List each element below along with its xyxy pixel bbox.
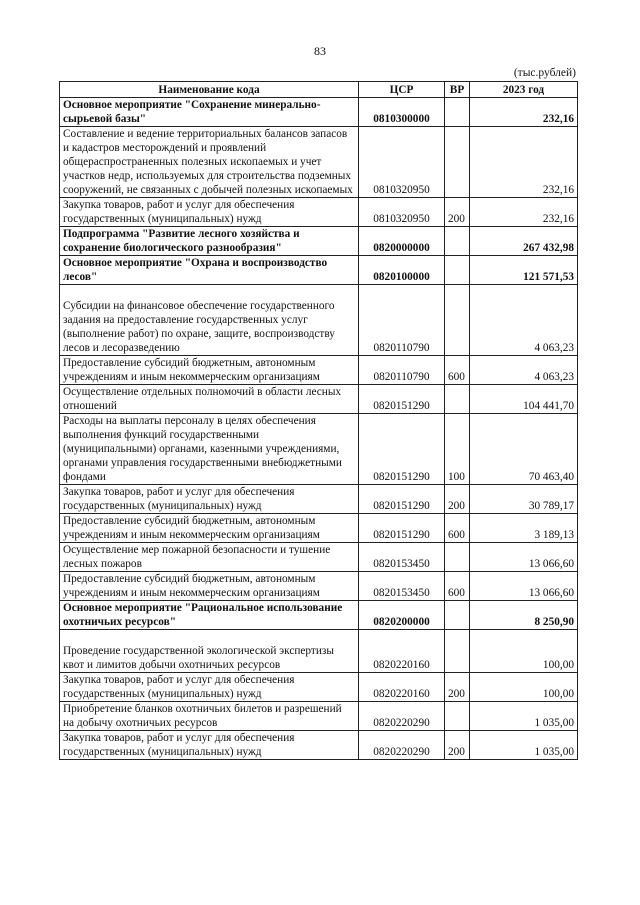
row-name-cell: Составление и ведение территориальных балансов запасов и кадастров месторождений и проявлений общераспространенных полезных ископаемых и учет участков недр, используемых для строительства подземных сооружений, не связанных с добычей полезных ископаемых (60, 127, 359, 198)
row-csr-cell: 0820151290 (359, 485, 445, 514)
row-sum-cell: 232,16 (470, 98, 578, 127)
row-csr-cell: 0820000000 (359, 227, 445, 256)
row-name-cell: Основное мероприятие "Охрана и воспроизводство лесов" (60, 256, 359, 285)
row-sum-cell: 8 250,90 (470, 601, 578, 630)
row-sum-cell: 100,00 (470, 630, 578, 673)
row-name-cell: Приобретение бланков охотничьих билетов и разрешений на добычу охотничьих ресурсов (60, 702, 359, 731)
row-csr-cell: 0820220290 (359, 702, 445, 731)
row-vr-cell: 200 (445, 673, 470, 702)
row-name-cell: Закупка товаров, работ и услуг для обеспечения государственных (муниципальных) нужд (60, 198, 359, 227)
row-sum-cell: 3 189,13 (470, 514, 578, 543)
table-row (60, 543, 578, 572)
header-csr: ЦСР (359, 82, 445, 98)
row-vr-cell: 100 (445, 414, 470, 485)
row-sum-cell: 70 463,40 (470, 414, 578, 485)
row-vr-cell (445, 98, 470, 127)
row-name-cell: Основное мероприятие "Рациональное использование охотничьих ресурсов" (60, 601, 359, 630)
row-csr-cell: 0820100000 (359, 256, 445, 285)
page-number: 83 (314, 44, 326, 58)
row-csr-cell: 0820151290 (359, 414, 445, 485)
row-sum-cell: 1 035,00 (470, 731, 578, 760)
table-row (60, 356, 578, 385)
row-sum-cell: 232,16 (470, 127, 578, 198)
row-csr-cell: 0820200000 (359, 601, 445, 630)
row-name-cell: Закупка товаров, работ и услуг для обеспечения государственных (муниципальных) нужд (60, 485, 359, 514)
row-name-cell: Подпрограмма "Развитие лесного хозяйства и сохранение биологического разнообразия" (60, 227, 359, 256)
row-sum-cell: 13 066,60 (470, 572, 578, 601)
row-name-cell: Проведение государственной экологической экспертизы квот и лимитов добычи охотничьих ресурсов (60, 630, 359, 673)
row-name-cell: Предоставление субсидий бюджетным, автономным учреждениям и иным некоммерческим организациям (60, 572, 359, 601)
row-name-cell: Закупка товаров, работ и услуг для обеспечения государственных (муниципальных) нужд (60, 673, 359, 702)
row-sum-cell: 1 035,00 (470, 702, 578, 731)
row-vr-cell (445, 601, 470, 630)
table-row (60, 601, 578, 630)
row-vr-cell: 200 (445, 731, 470, 760)
row-sum-cell: 4 063,23 (470, 356, 578, 385)
row-csr-cell: 0820220290 (359, 731, 445, 760)
row-csr-cell: 0820220160 (359, 630, 445, 673)
table-header-row (60, 82, 578, 98)
table-row (60, 572, 578, 601)
row-csr-cell: 0810320950 (359, 127, 445, 198)
row-csr-cell: 0810300000 (359, 98, 445, 127)
row-name-cell: Закупка товаров, работ и услуг для обеспечения государственных (муниципальных) нужд (60, 731, 359, 760)
row-name-cell: Осуществление мер пожарной безопасности и тушение лесных пожаров (60, 543, 359, 572)
row-sum-cell: 4 063,23 (470, 285, 578, 356)
table-row (60, 673, 578, 702)
table-row (60, 256, 578, 285)
row-vr-cell: 200 (445, 198, 470, 227)
table-row (60, 98, 578, 127)
row-sum-cell: 267 432,98 (470, 227, 578, 256)
row-csr-cell: 0820110790 (359, 356, 445, 385)
row-vr-cell: 600 (445, 514, 470, 543)
header-year: 2023 год (470, 82, 578, 98)
row-csr-cell: 0810320950 (359, 198, 445, 227)
row-csr-cell: 0820110790 (359, 285, 445, 356)
row-name-cell: Расходы на выплаты персоналу в целях обеспечения выполнения функций государственными (муниципальными) органами, казенными учреждениями, органами управления государственными внебюджетными фондами (60, 414, 359, 485)
table-row (60, 731, 578, 760)
table-row (60, 702, 578, 731)
table-row (60, 198, 578, 227)
table-row (60, 514, 578, 543)
header-name: Наименование кода (60, 82, 359, 98)
row-name-cell: Осуществление отдельных полномочий в области лесных отношений (60, 385, 359, 414)
row-vr-cell (445, 227, 470, 256)
row-sum-cell: 104 441,70 (470, 385, 578, 414)
row-vr-cell (445, 385, 470, 414)
row-csr-cell: 0820220160 (359, 673, 445, 702)
row-vr-cell: 600 (445, 572, 470, 601)
row-csr-cell: 0820151290 (359, 385, 445, 414)
table-row (60, 485, 578, 514)
header-vr: ВР (445, 82, 470, 98)
row-name-cell: Предоставление субсидий бюджетным, автономным учреждениям и иным некоммерческим организациям (60, 514, 359, 543)
table-body (60, 98, 578, 760)
row-name-cell: Субсидии на финансовое обеспечение государственного задания на предоставление государственных услуг (выполнение работ) по охране, защите, воспроизводству лесов и лесоразведению (60, 285, 359, 356)
row-vr-cell (445, 285, 470, 356)
table-row (60, 227, 578, 256)
row-csr-cell: 0820151290 (359, 514, 445, 543)
row-vr-cell: 200 (445, 485, 470, 514)
table-row (60, 127, 578, 198)
row-sum-cell: 13 066,60 (470, 543, 578, 572)
table-row (60, 630, 578, 673)
units-label: (тыс.рублей) (513, 67, 576, 79)
row-csr-cell: 0820153450 (359, 572, 445, 601)
row-vr-cell (445, 127, 470, 198)
row-sum-cell: 100,00 (470, 673, 578, 702)
row-vr-cell (445, 543, 470, 572)
row-vr-cell (445, 702, 470, 731)
row-sum-cell: 121 571,53 (470, 256, 578, 285)
row-sum-cell: 30 789,17 (470, 485, 578, 514)
row-vr-cell (445, 256, 470, 285)
row-sum-cell: 232,16 (470, 198, 578, 227)
budget-table (59, 81, 578, 760)
table-row (60, 385, 578, 414)
row-name-cell: Основное мероприятие "Сохранение минерально-сырьевой базы" (60, 98, 359, 127)
table-row (60, 414, 578, 485)
row-vr-cell: 600 (445, 356, 470, 385)
table-row (60, 285, 578, 356)
row-name-cell: Предоставление субсидий бюджетным, автономным учреждениям и иным некоммерческим организациям (60, 356, 359, 385)
row-csr-cell: 0820153450 (359, 543, 445, 572)
row-vr-cell (445, 630, 470, 673)
